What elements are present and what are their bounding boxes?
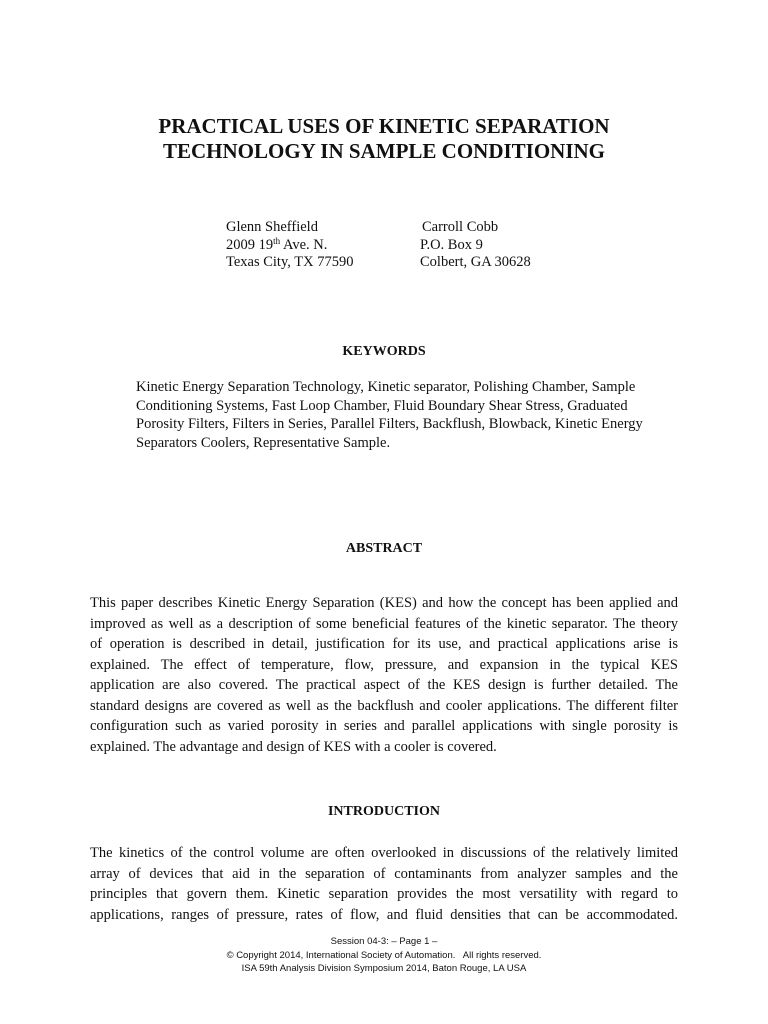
abstract-line: application are also covered. The practical aspect of the KES design is further detailed. The xyxy=(90,677,678,693)
abstract-line: This paper describes Kinetic Energy Separation (KES) and how the concept has been applied and xyxy=(90,595,678,611)
keywords-line: Separators Coolers, Representative Sample. xyxy=(136,434,391,451)
abstract-paragraph xyxy=(90,593,678,757)
address-superscript: th xyxy=(273,235,281,246)
introduction-paragraph xyxy=(90,843,678,925)
introduction-heading: INTRODUCTION xyxy=(327,804,440,819)
introduction-line: array of devices that aid in the separation of contaminants from analyzer samples and the xyxy=(90,865,678,882)
author-city: Texas City, TX 77590 xyxy=(226,254,354,270)
introduction-line: applications, ranges of pressure, rates of flow, and fluid densities that can be accommodated. xyxy=(90,906,678,923)
page-footer xyxy=(0,935,768,976)
address-number: 2009 19 xyxy=(226,236,274,253)
footer-session: Session 04-3: – Page 1 – xyxy=(330,936,438,947)
abstract-line: standard designs are covered as well as the backflush and cooler applications. The different filter xyxy=(90,697,678,714)
footer-copyright: © Copyright 2014, International Society of Automation. All rights reserved. xyxy=(226,949,542,961)
keywords-line: Conditioning Systems, Fast Loop Chamber, Fluid Boundary Shear Stress, Graduated xyxy=(136,397,628,414)
keywords-heading: KEYWORDS xyxy=(342,344,426,359)
paper-title xyxy=(0,114,768,164)
abstract-line: improved as well as a description of some beneficial features of the kinetic separator. The theory xyxy=(90,615,678,632)
author-name: Carroll Cobb xyxy=(422,219,499,235)
author-address: P.O. Box 9 xyxy=(420,236,483,253)
keywords-list xyxy=(136,378,670,452)
keywords-line: Porosity Filters, Filters in Series, Parallel Filters, Backflush, Blowback, Kinetic Energy xyxy=(136,416,643,432)
keywords-line: Kinetic Energy Separation Technology, Kinetic separator, Polishing Chamber, Sample xyxy=(136,379,636,395)
author-address xyxy=(226,237,353,255)
address-street: Ave. N. xyxy=(280,236,328,253)
introduction-line: principles that govern them. Kinetic separation provides the most versatility with regard to xyxy=(90,886,678,902)
abstract-line: of operation is described in detail, justification for its use, and practical applications arise is xyxy=(90,636,678,652)
abstract-line: configuration such as varied porosity in series and parallel applications with single porosity is xyxy=(90,718,678,734)
author-block-sheffield xyxy=(226,219,353,272)
author-block-cobb xyxy=(420,219,531,272)
abstract-line: explained. The advantage and design of KES with a cooler is covered. xyxy=(90,738,497,755)
author-city: Colbert, GA 30628 xyxy=(420,254,531,270)
author-name: Glenn Sheffield xyxy=(226,219,318,235)
abstract-heading: ABSTRACT xyxy=(345,541,423,556)
title-line-1: PRACTICAL USES OF KINETIC SEPARATION xyxy=(158,114,610,138)
title-line-2: TECHNOLOGY IN SAMPLE CONDITIONING xyxy=(162,139,606,163)
introduction-line: The kinetics of the control volume are often overlooked in discussions of the relatively limited xyxy=(90,845,678,861)
footer-symposium: ISA 59th Analysis Division Symposium 2014, Baton Rouge, LA USA xyxy=(241,963,527,974)
abstract-line: explained. The effect of temperature, flow, pressure, and expansion in the typical KES xyxy=(90,656,678,673)
